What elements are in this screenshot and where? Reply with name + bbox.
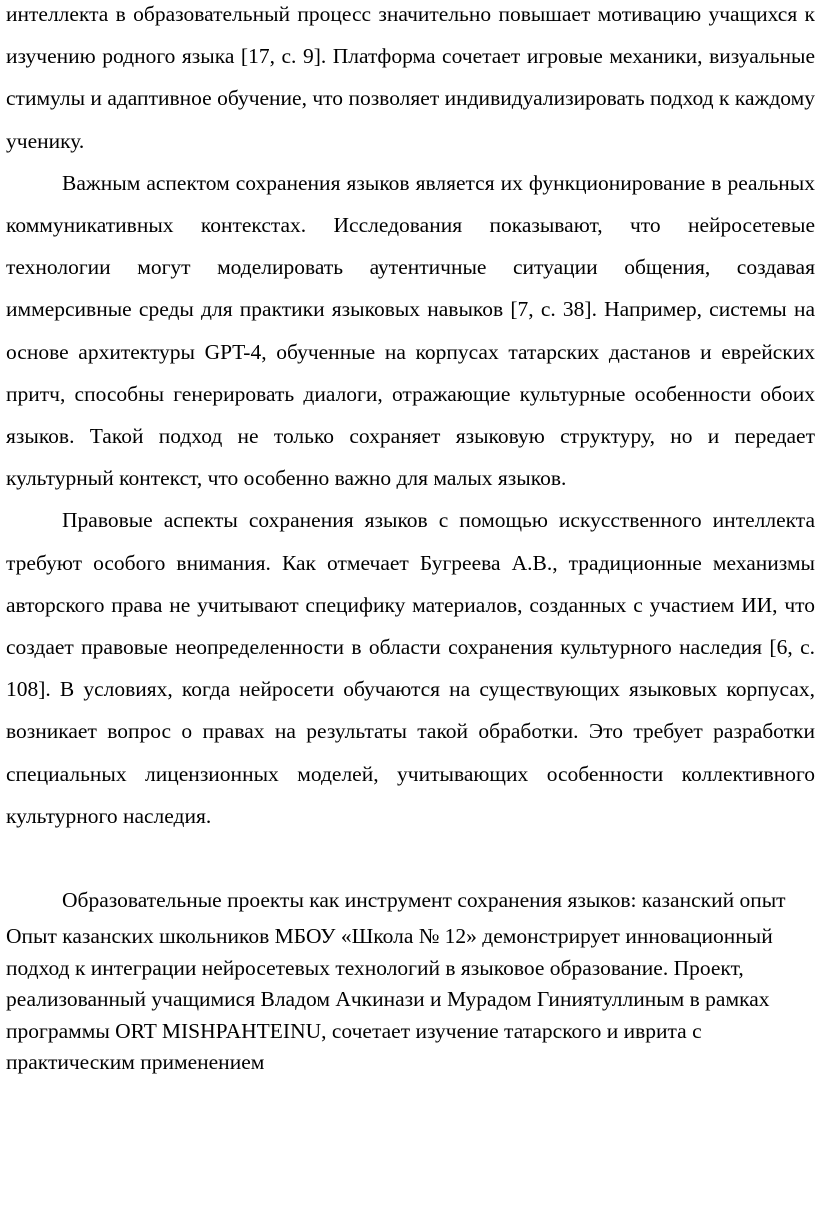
paragraph-legal-aspects: Правовые аспекты сохранения языков с помощью искусственного интеллекта требуют особого внимания. Как отмечает Бугреева А.В., традиционные механизмы авторского права не учитывают специфику материалов, созданных с участием ИИ, что создает правовые неопределенности в области сохранения культурного наследия [6, с. 108]. В условиях, когда нейросети обучаются на существующих языковых корпусах, возникает вопрос о правах на результаты такой обработки. Это требует разработки специальных лицензионных моделей, учитывающих особенности коллективного культурного наследия. (6, 508, 815, 828)
paragraph-kazan-experience: Опыт казанских школьников МБОУ «Школа № 12» демонстрирует инновационный подход к интеграции нейросетевых технологий в языковое образование. Проект, реализованный учащимися Владом Ачкинази и Мурадом Гиниятуллиным в рамках программы ORT MISHPAHTEINU, сочетает изучение татарского и иврита с практическим применением (6, 924, 773, 1075)
paragraph-continuation: интеллекта в образовательный процесс значительно повышает мотивацию учащихся к изучению родного языка [17, с. 9]. Платформа сочетает игровые механики, визуальные стимулы и адаптивное обучение, что позволяет индивидуализировать подход к каждому ученику. (6, 2, 815, 153)
section-heading: Образовательные проекты как инструмент сохранения языков: казанский опыт (62, 888, 786, 913)
document-page (6, 0, 815, 1079)
paragraph-communicative-contexts: Важным аспектом сохранения языков является их функционирование в реальных коммуникативных контекстах. Исследования показывают, что нейросетевые технологии могут моделировать аутентичные ситуации общения, создавая иммерсивные среды для практики языковых навыков [7, с. 38]. Например, системы на основе архитектуры GPT-4, обученные на корпусах татарских дастанов и еврейских притч, способны генерировать диалоги, отражающие культурные особенности обоих языков. Такой подход не только сохраняет языковую структуру, но и передает культурный контекст, что особенно важно для малых языков. (6, 170, 815, 491)
